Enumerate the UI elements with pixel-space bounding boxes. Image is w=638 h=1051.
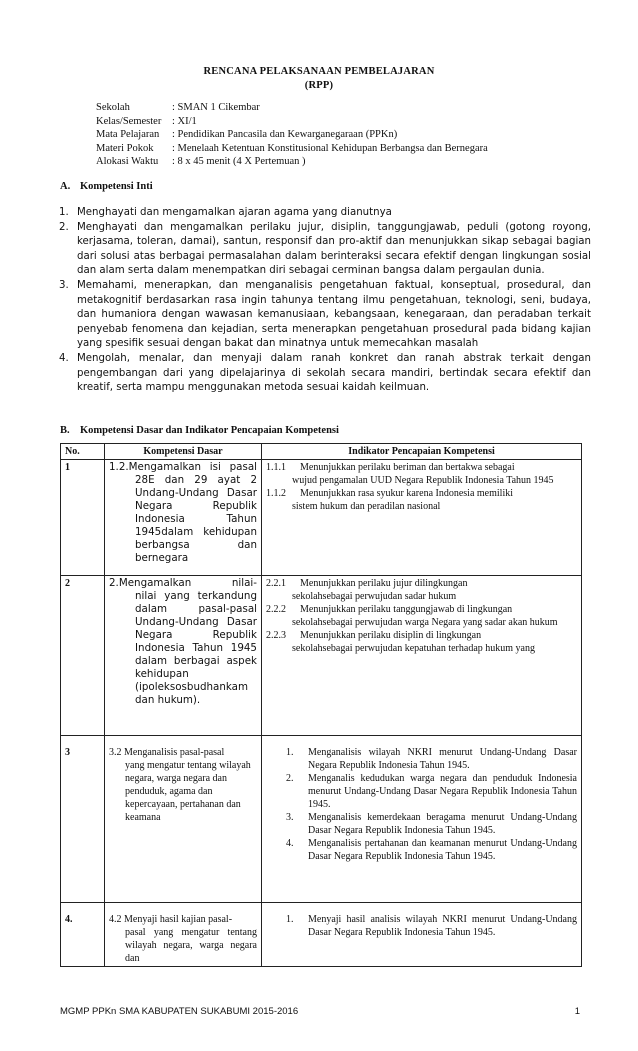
list-number: 4. xyxy=(59,352,69,364)
indikator-number: 4. xyxy=(286,838,294,849)
section-letter: B. xyxy=(60,425,70,436)
indikator-first: Menunjukkan perilaku disiplin di lingkungan xyxy=(300,630,482,641)
indikator-number: 3. xyxy=(286,812,294,823)
row-number: 4. xyxy=(61,903,105,967)
column-header-no: No. xyxy=(61,444,105,460)
indikator-text: Menganalis kedudukan warga negara dan penduduk Indonesia menurut Undang-Undang Dasar Negara Republik Indonesia Tahun 1945. xyxy=(308,773,577,810)
document-subtitle: (RPP) xyxy=(304,80,334,91)
indikator-item xyxy=(266,772,577,811)
list-number: 1. xyxy=(59,207,69,218)
indikator-number: 2.2.3 xyxy=(266,630,286,641)
kd-cell xyxy=(105,736,262,903)
kd-text: 28E dan 29 ayat 2 Undang-Undang Dasar Negara Republik Indonesia Tahun 1945dalam kehidupan berbangsa dan bernegara xyxy=(135,474,257,564)
indikator-item xyxy=(266,577,577,590)
page-footer xyxy=(60,1006,580,1017)
list-text: Menghayati dan mengamalkan perilaku jujur, disiplin, tanggungjawab, peduli (gotong royong, kerjasama, toleran, damai), santun, responsif dan pro-aktif dan menunjukkan sikap sebagai bagian dari solusi atas berbagai permasalahan dalam berinteraksi secara efektif dengan lingkungan sosial dan alam serta dalam menempatkan diri sebagai cerminan bangsa dalam pergaulan dunia. xyxy=(77,221,591,277)
list-number: 2. xyxy=(59,221,69,233)
indikator-item xyxy=(266,461,577,474)
identity-row xyxy=(96,142,488,156)
indikator-cell xyxy=(262,460,582,576)
identity-key: Materi Pokok xyxy=(96,142,154,154)
identity-key: Sekolah xyxy=(96,102,130,113)
indikator-first: Menunjukkan perilaku beriman dan bertakwa sebagai xyxy=(300,462,515,473)
identity-row xyxy=(96,155,488,169)
table-row xyxy=(61,460,582,576)
indikator-item xyxy=(266,913,577,939)
kd-first-line: 1.2.Mengamalkan isi pasal xyxy=(109,461,257,473)
indikator-text: Menganalisis pertahanan dan keamanan menurut Undang-Undang Dasar Negara Republik Indonesia Tahun 1945. xyxy=(308,838,577,862)
indikator-number: 2.2.2 xyxy=(266,604,286,615)
identity-value: : SMAN 1 Cikembar xyxy=(172,102,260,113)
section-b-heading xyxy=(60,425,339,436)
indikator-item xyxy=(266,487,577,500)
list-number: 3. xyxy=(59,279,69,291)
list-item xyxy=(59,352,591,396)
document-title: RENCANA PELAKSANAAN PEMBELAJARAN xyxy=(203,66,435,77)
identity-key: Kelas/Semester xyxy=(96,115,162,127)
indikator-number: 2. xyxy=(286,773,294,784)
row-number: 3 xyxy=(61,736,105,903)
indikator-item xyxy=(266,811,577,837)
indikator-item xyxy=(266,837,577,863)
indikator-cell xyxy=(262,903,582,967)
identity-value: : XI/1 xyxy=(172,115,197,127)
indikator-item xyxy=(266,746,577,772)
table-row xyxy=(61,903,582,967)
kompetensi-inti-list xyxy=(59,206,591,396)
indikator-first: Menunjukkan rasa syukur karena Indonesia memiliki xyxy=(300,488,513,499)
list-item xyxy=(59,279,591,352)
indikator-number: 1. xyxy=(286,914,294,925)
indikator-text: Menganalisis kemerdekaan beragama menurut Undang-Undang Dasar Negara Republik Indonesia Tahun 1945. xyxy=(308,812,577,836)
indikator-number: 1.1.1 xyxy=(266,462,286,473)
kd-table xyxy=(60,443,582,967)
list-item xyxy=(59,206,591,221)
footer-text: MGMP PPKn SMA KABUPATEN SUKABUMI 2015-2016 xyxy=(60,1006,299,1017)
kd-cell xyxy=(105,903,262,967)
indikator-cell xyxy=(262,576,582,736)
identity-key: Mata Pelajaran xyxy=(96,129,160,141)
table-row xyxy=(61,576,582,736)
identity-value: : Menelaah Ketentuan Konstitusional Kehidupan Berbangsa dan Bernegara xyxy=(172,142,488,154)
list-text: Memahami, menerapkan, dan menganalisis pengetahuan faktual, konseptual, prosedural, dan metakognitif berdasarkan rasa ingin tahunya tentang ilmu pengetahuan, teknologi, seni, budaya, dan humaniora dengan wawasan kemanusiaan, kebangsaan, kenegaraan, dan peradaban terkait penyebab fenomena dan kejadian, serta menerapkan pengetahuan prosedural pada bidang kajian yang spesifik sesuai dengan bakat dan minatnya untuk memecahkan masalah xyxy=(77,279,591,350)
section-letter: A. xyxy=(60,181,71,192)
row-number: 2 xyxy=(61,576,105,736)
identity-block xyxy=(96,101,488,169)
kd-text: nilai yang terkandung dalam pasal-pasal Undang-Undang Dasar Negara Republik Indonesia Tahun 1945 dalam berbagai aspek kehidupan (ipoleksosbudhankam dan hukum). xyxy=(135,590,257,706)
column-header-indikator: Indikator Pencapaian Kompetensi xyxy=(262,444,582,460)
indikator-number: 2.2.1 xyxy=(266,578,286,589)
identity-row xyxy=(96,101,488,115)
identity-value: : 8 x 45 menit (4 X Pertemuan ) xyxy=(172,156,306,168)
indikator-rest: sistem hukum dan peradilan nasional xyxy=(292,501,441,512)
row-number: 1 xyxy=(61,460,105,576)
list-text: Menghayati dan mengamalkan ajaran agama yang dianutnya xyxy=(77,207,392,218)
indikator-rest: sekolahsebagai perwujudan kepatuhan terhadap hukum yang xyxy=(292,643,535,654)
identity-value: : Pendidikan Pancasila dan Kewarganegaraan (PPKn) xyxy=(172,129,398,141)
indikator-first: Menunjukkan perilaku jujur dilingkungan xyxy=(300,578,468,589)
list-item xyxy=(59,221,591,279)
kd-text: yang mengatur tentang wilayah negara, warga negara dan penduduk, agama dan kepercayaan, pertahanan dan keamana xyxy=(125,760,251,823)
indikator-text: Menyaji hasil analisis wilayah NKRI menurut Undang-Undang Dasar Negara Republik Indonesia Tahun 1945. xyxy=(308,914,577,938)
indikator-rest: sekolahsebagai perwujudan sadar hukum xyxy=(292,591,457,602)
indikator-number: 1. xyxy=(286,747,294,758)
kd-text: pasal yang mengatur tentang wilayah negara, warga negara dan xyxy=(125,927,257,964)
identity-row xyxy=(96,128,488,142)
list-text: Mengolah, menalar, dan menyaji dalam ranah konkret dan ranah abstrak terkait dengan pengembangan dari yang dipelajarinya di sekolah secara mandiri, bertindak secara efektif dan kreatif, serta mampu menggunakan metoda sesuai kaidah keilmuan. xyxy=(77,352,591,394)
section-title: Kompetensi Inti xyxy=(80,181,153,192)
kd-first-line: 2.Mengamalkan nilai- xyxy=(109,577,257,589)
section-a-heading xyxy=(60,181,153,192)
indikator-rest: sekolahsebagai perwujudan warga Negara yang sadar akan hukum xyxy=(292,617,558,628)
table-row xyxy=(61,736,582,903)
section-title: Kompetensi Dasar dan Indikator Pencapaian Kompetensi xyxy=(80,425,339,436)
indikator-rest: wujud pengamalan UUD Negara Republik Indonesia Tahun 1945 xyxy=(292,475,554,486)
kd-cell xyxy=(105,576,262,736)
table-header-row xyxy=(61,444,582,460)
column-header-kd: Kompetensi Dasar xyxy=(105,444,262,460)
indikator-first: Menunjukkan perilaku tanggungjawab di lingkungan xyxy=(300,604,513,615)
identity-row xyxy=(96,115,488,129)
page-number: 1 xyxy=(574,1006,580,1017)
kd-cell xyxy=(105,460,262,576)
indikator-text: Menganalisis wilayah NKRI menurut Undang-Undang Dasar Negara Republik Indonesia Tahun 1945. xyxy=(308,747,577,771)
indikator-item xyxy=(266,629,577,642)
indikator-number: 1.1.2 xyxy=(266,488,286,499)
kd-first-line: 3.2 Menganalisis pasal-pasal xyxy=(109,747,225,758)
indikator-cell xyxy=(262,736,582,903)
indikator-item xyxy=(266,603,577,616)
kd-first-line: 4.2 Menyaji hasil kajian pasal- xyxy=(109,914,233,925)
identity-key: Alokasi Waktu xyxy=(96,156,159,168)
